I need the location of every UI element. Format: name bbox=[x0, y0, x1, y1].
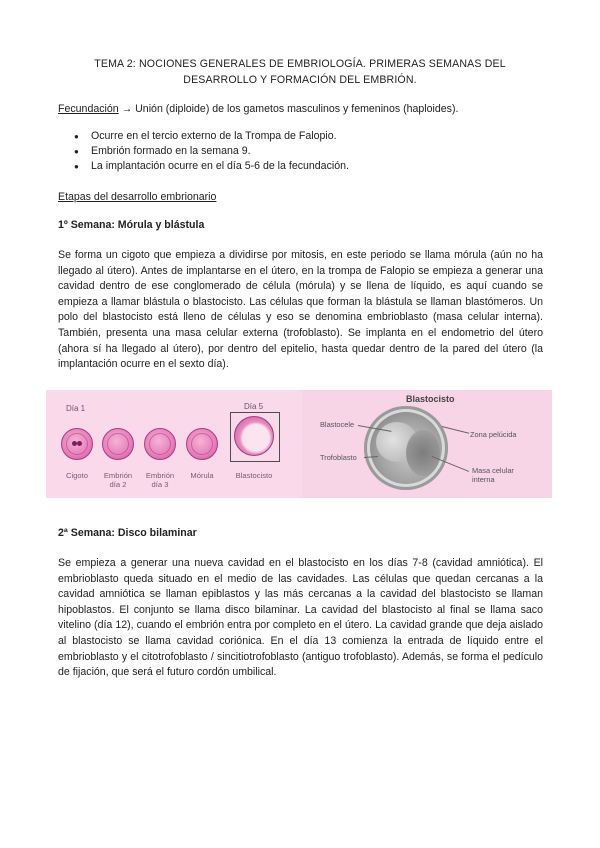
label-embrion-dia2: Embrión día 2 bbox=[103, 471, 133, 489]
label-blastocisto: Blastocisto bbox=[235, 471, 273, 480]
embryo-day3-image bbox=[144, 428, 176, 460]
title-line-2: DESARROLLO Y FORMACIÓN DEL EMBRIÓN. bbox=[183, 74, 417, 86]
title-line-1: TEMA 2: NOCIONES GENERALES DE EMBRIOLOGÍA. PRIMERAS SEMANAS DEL bbox=[94, 58, 506, 70]
day1-label: Día 1 bbox=[66, 404, 86, 413]
blastocyst-diagram bbox=[302, 390, 552, 498]
semana2-heading: 2ª Semana: Disco bilaminar bbox=[58, 527, 197, 539]
label-masa-celular: Masa celular interna bbox=[472, 466, 514, 484]
label-zona-pelucida: Zona pelúcida bbox=[470, 430, 517, 439]
inner-cell-mass-region bbox=[406, 430, 440, 476]
fecundacion-term: Fecundación bbox=[58, 103, 119, 115]
semana1-heading: 1º Semana: Mórula y blástula bbox=[58, 219, 205, 231]
document-title bbox=[60, 56, 540, 88]
embryo-day2-image bbox=[102, 428, 134, 460]
list-item: ● Embrión formado en la semana 9. bbox=[58, 144, 349, 159]
semana2-paragraph bbox=[58, 556, 543, 681]
semana1-text: Se forma un cigoto que empieza a dividirse por mitosis, en este periodo se llama mórula (aún no ha llegado al útero). Antes de implantarse en el útero, en la trompa de Falopio se empieza a generar una cavidad dentro de ese conglomerado de célula (mórula) y se llena de líquido, es aquí cuando se empieza a llamar blástula o blastocisto. Las células que forman la blástula se llaman blastómeros. Un polo del blastocisto está lleno de células y eso se denomina embrioblasto (masa celular interna). También, presenta una masa celular externa (trofoblasto). Se implanta en el endometrio del útero (ahora sí ha llegado al útero), por dentro del epitelio, hasta quedar dentro de la pared del útero (la implantación ocurre en el sexto día). bbox=[58, 249, 543, 371]
leader-zona-pelucida bbox=[442, 426, 469, 434]
label-cigoto: Cigoto bbox=[66, 471, 88, 480]
fecundacion-bullet-list bbox=[58, 129, 349, 174]
development-stages-figure bbox=[46, 390, 302, 498]
label-trofoblasto: Trofoblasto bbox=[320, 453, 357, 462]
blastocyst-diagram-title: Blastocisto bbox=[406, 394, 455, 404]
blastocyst-box bbox=[230, 412, 280, 462]
label-morula: Mórula bbox=[190, 471, 214, 480]
label-blastocele: Blastocele bbox=[320, 420, 355, 429]
day5-label: Día 5 bbox=[244, 402, 264, 411]
fecundacion-line bbox=[58, 102, 458, 117]
list-item: ● La implantación ocurre en el día 5-6 de la fecundación. bbox=[58, 159, 349, 174]
zygote-cell-image bbox=[61, 428, 93, 460]
semana1-paragraph bbox=[58, 248, 543, 373]
semana2-text: Se empieza a generar una nueva cavidad en el blastocisto en los días 7-8 (cavidad amniótica). El embrioblasto queda situado en el medio de las cavidades. Las células que quedan cercanas a la cavidad amniótica se llaman epiblastos y las más cercanas a la cavidad del blastocisto se llaman hipoblastos. El conjunto se llama disco bilaminar. La cavidad del blastocisto al final se llama saco vitelino (día 12), cuando el embrión entra por completo en el útero. La cavidad grande que deja aislado al blastocisto se llama cavidad coriónica. En el día 13 comienza la entrada de líquido entre el embrioblasto y el citotrofoblasto / sincitiotrofoblasto (antiguo trofoblasto). Además, se forma el pedículo de fijación, que será el futuro cordón umbilical. bbox=[58, 557, 543, 679]
list-item: ● Ocurre en el tercio externo de la Trompa de Falopio. bbox=[58, 129, 349, 144]
fecundacion-definition: → Unión (diploide) de los gametos masculinos y femeninos (haploides). bbox=[118, 103, 459, 115]
blastocyst-image bbox=[234, 416, 274, 456]
morula-image bbox=[186, 428, 218, 460]
label-embrion-dia3: Embrión día 3 bbox=[145, 471, 175, 489]
etapas-heading: Etapas del desarrollo embrionario bbox=[58, 191, 217, 203]
